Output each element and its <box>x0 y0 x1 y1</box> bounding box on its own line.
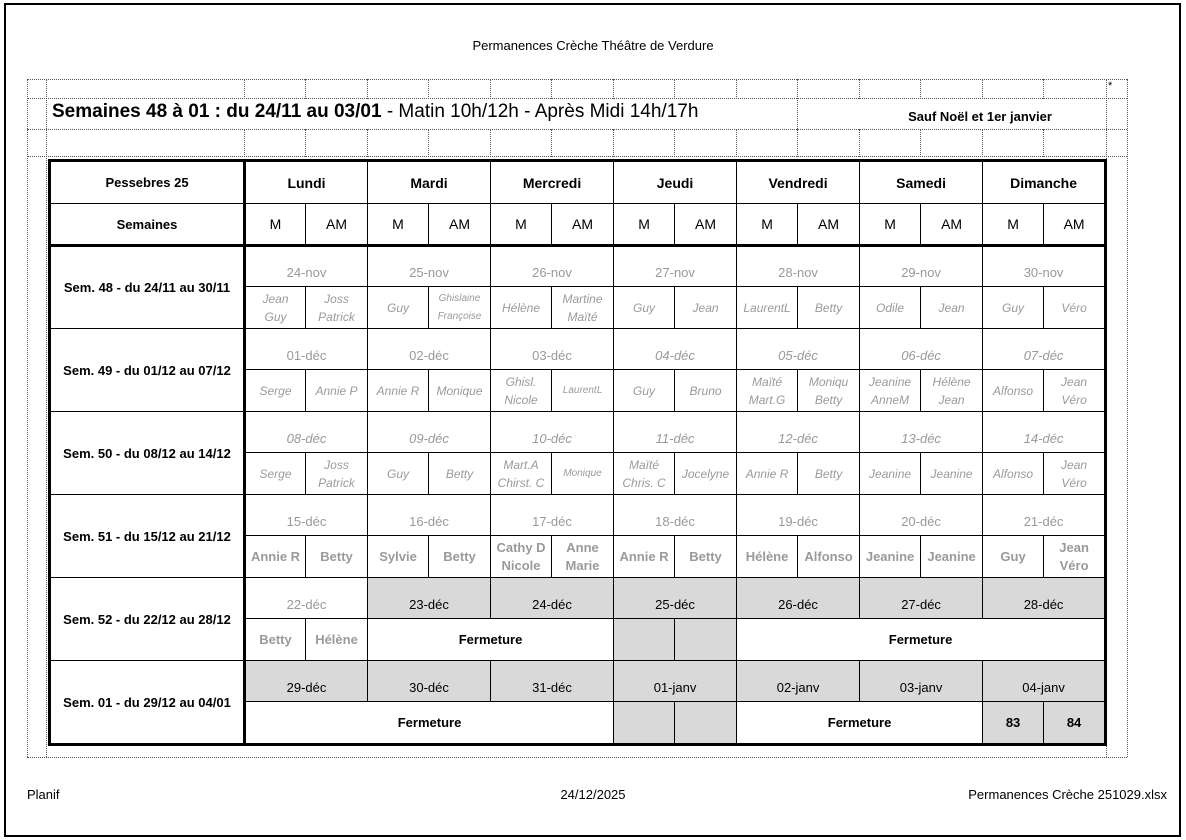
grid-line <box>1043 79 1044 99</box>
holiday-cell <box>614 702 675 745</box>
volunteer-cell: Joss Patrick <box>306 453 368 495</box>
day-header-dimanche: Dimanche <box>983 161 1106 204</box>
date-cell: 10-déc <box>491 412 614 453</box>
grid-line <box>27 79 28 757</box>
volunteer-cell: Monique <box>429 370 491 412</box>
closure-cell: Fermeture <box>368 619 614 661</box>
date-cell: 03-janv <box>860 661 983 702</box>
date-cell: 26-déc <box>737 578 860 619</box>
date-cell: 05-déc <box>737 329 860 370</box>
date-cell: 27-nov <box>614 246 737 287</box>
day-header-lundi: Lundi <box>245 161 368 204</box>
morning-header: M <box>614 204 675 246</box>
volunteer-cell: Ghislaine Françoise <box>429 287 491 329</box>
count-cell: 83 <box>983 702 1044 745</box>
date-cell: 23-déc <box>368 578 491 619</box>
volunteer-cell: Joss Patrick <box>306 287 368 329</box>
volunteer-cell: Annie R <box>245 536 306 578</box>
weeks-column-header: Semaines <box>50 204 245 246</box>
volunteer-cell: Guy <box>368 453 429 495</box>
volunteer-cell: Alfonso <box>983 370 1044 412</box>
day-header-mercredi: Mercredi <box>491 161 614 204</box>
grid-line <box>736 79 737 99</box>
grid-line <box>1127 79 1128 757</box>
volunteer-cell: Hélène <box>491 287 552 329</box>
date-cell: 30-nov <box>983 246 1106 287</box>
date-cell: 30-déc <box>368 661 491 702</box>
volunteer-cell: Guy <box>614 370 675 412</box>
volunteer-cell: Mart.A Chirst. C <box>491 453 552 495</box>
volunteer-cell: Jean Guy <box>245 287 306 329</box>
volunteer-cell: LaurentL <box>552 370 614 412</box>
week-label: Sem. 48 - du 24/11 au 30/11 <box>50 246 245 329</box>
volunteer-cell: Serge <box>245 370 306 412</box>
afternoon-header: AM <box>429 204 491 246</box>
volunteer-cell: Annie R <box>737 453 798 495</box>
morning-header: M <box>737 204 798 246</box>
date-cell: 24-déc <box>491 578 614 619</box>
date-cell: 29-nov <box>860 246 983 287</box>
volunteer-cell: Guy <box>368 287 429 329</box>
table-title: Pessebres 25 <box>50 161 245 204</box>
date-cell: 28-déc <box>983 578 1106 619</box>
volunteer-cell: Bruno <box>675 370 737 412</box>
volunteer-cell: Betty <box>429 453 491 495</box>
volunteer-cell: Anne Marie <box>552 536 614 578</box>
grid-line <box>674 129 675 157</box>
volunteer-cell: Jean <box>921 287 983 329</box>
volunteer-cell: Hélène <box>306 619 368 661</box>
volunteer-cell: Véro <box>1044 287 1106 329</box>
date-cell: 08-déc <box>245 412 368 453</box>
closure-cell: Fermeture <box>245 702 614 745</box>
grid-line <box>27 757 1127 758</box>
grid-line <box>674 79 675 99</box>
date-cell: 04-janv <box>983 661 1106 702</box>
morning-header: M <box>491 204 552 246</box>
volunteer-cell: Annie R <box>614 536 675 578</box>
grid-line <box>613 79 614 99</box>
volunteer-cell: Hélène <box>737 536 798 578</box>
volunteer-cell: Jeanine <box>921 536 983 578</box>
volunteer-cell: Alfonso <box>798 536 860 578</box>
date-cell: 25-déc <box>614 578 737 619</box>
date-cell: 13-déc <box>860 412 983 453</box>
volunteer-cell: Betty <box>429 536 491 578</box>
date-cell: 16-déc <box>368 495 491 536</box>
closure-cell: Fermeture <box>737 702 983 745</box>
grid-line <box>244 129 245 157</box>
volunteer-cell: Guy <box>983 536 1044 578</box>
grid-line <box>797 98 798 129</box>
afternoon-header: AM <box>798 204 860 246</box>
grid-line <box>797 129 798 157</box>
grid-line <box>551 79 552 99</box>
volunteer-cell: Betty <box>675 536 737 578</box>
volunteer-cell: Annie P <box>306 370 368 412</box>
grid-line <box>27 79 1127 80</box>
schedule-table <box>48 159 1107 746</box>
morning-header: M <box>983 204 1044 246</box>
grid-line <box>367 79 368 99</box>
week-label: Sem. 50 - du 08/12 au 14/12 <box>50 412 245 495</box>
grid-line <box>490 79 491 99</box>
grid-line <box>490 129 491 157</box>
grid-line <box>305 79 306 99</box>
volunteer-cell: Alfonso <box>983 453 1044 495</box>
grid-line <box>1043 129 1044 157</box>
volunteer-cell: Jean Véro <box>1044 370 1106 412</box>
day-header-samedi: Samedi <box>860 161 983 204</box>
schedule-heading <box>52 101 698 123</box>
grid-line <box>428 79 429 99</box>
grid-line <box>613 129 614 157</box>
grid-line <box>27 98 1127 99</box>
grid-line <box>736 129 737 157</box>
grid-line <box>920 129 921 157</box>
grid-line <box>982 129 983 157</box>
afternoon-header: AM <box>552 204 614 246</box>
volunteer-cell: Betty <box>798 453 860 495</box>
volunteer-cell: Martine Maïté <box>552 287 614 329</box>
day-header-mardi: Mardi <box>368 161 491 204</box>
date-cell: 07-déc <box>983 329 1106 370</box>
grid-line <box>27 156 1127 157</box>
volunteer-cell: Betty <box>245 619 306 661</box>
corner-mark: * <box>1108 80 1113 92</box>
heading-hours: - Matin 10h/12h - Après Midi 14h/17h <box>381 101 699 122</box>
volunteer-cell: Jean Véro <box>1044 536 1106 578</box>
grid-line <box>982 79 983 99</box>
grid-line <box>367 129 368 157</box>
morning-header: M <box>860 204 921 246</box>
date-cell: 12-déc <box>737 412 860 453</box>
grid-line <box>27 129 1127 130</box>
date-cell: 09-déc <box>368 412 491 453</box>
afternoon-header: AM <box>306 204 368 246</box>
volunteer-cell: Jocelyne <box>675 453 737 495</box>
volunteer-cell: Jeanine <box>860 453 921 495</box>
date-cell: 27-déc <box>860 578 983 619</box>
holiday-cell <box>675 702 737 745</box>
date-cell: 22-déc <box>245 578 368 619</box>
morning-header: M <box>368 204 429 246</box>
volunteer-cell: Maïté Mart.G <box>737 370 798 412</box>
date-cell: 17-déc <box>491 495 614 536</box>
date-cell: 19-déc <box>737 495 860 536</box>
volunteer-cell: Moniqu Betty <box>798 370 860 412</box>
date-cell: 25-nov <box>368 246 491 287</box>
volunteer-cell: Annie R <box>368 370 429 412</box>
volunteer-cell: Sylvie <box>368 536 429 578</box>
date-cell: 04-déc <box>614 329 737 370</box>
date-cell: 11-déc <box>614 412 737 453</box>
day-header-vendredi: Vendredi <box>737 161 860 204</box>
date-cell: 21-déc <box>983 495 1106 536</box>
morning-header: M <box>245 204 306 246</box>
volunteer-cell: Betty <box>306 536 368 578</box>
date-cell: 02-déc <box>368 329 491 370</box>
closure-cell: Fermeture <box>737 619 1106 661</box>
date-cell: 15-déc <box>245 495 368 536</box>
volunteer-cell: Monique <box>552 453 614 495</box>
volunteer-cell: Hélène Jean <box>921 370 983 412</box>
date-cell: 03-déc <box>491 329 614 370</box>
volunteer-cell: LaurentL <box>737 287 798 329</box>
date-cell: 18-déc <box>614 495 737 536</box>
volunteer-cell: Jeanine AnneM <box>860 370 921 412</box>
volunteer-cell: Ghisl. Nicole <box>491 370 552 412</box>
date-cell: 14-déc <box>983 412 1106 453</box>
day-header-jeudi: Jeudi <box>614 161 737 204</box>
date-cell: 01-janv <box>614 661 737 702</box>
footer-date: 24/12/2025 <box>560 787 626 802</box>
count-cell: 84 <box>1044 702 1106 745</box>
grid-line <box>920 79 921 99</box>
volunteer-cell: Odile <box>860 287 921 329</box>
afternoon-header: AM <box>675 204 737 246</box>
week-label: Sem. 52 - du 22/12 au 28/12 <box>50 578 245 661</box>
holiday-cell <box>614 619 675 661</box>
grid-line <box>551 129 552 157</box>
volunteer-cell: Maïté Chris. C <box>614 453 675 495</box>
volunteer-cell: Cathy D Nicole <box>491 536 552 578</box>
footer-filename: Permanences Crèche 251029.xlsx <box>968 787 1167 802</box>
grid-line <box>305 129 306 157</box>
date-cell: 28-nov <box>737 246 860 287</box>
volunteer-cell: Jeanine <box>860 536 921 578</box>
grid-line <box>244 79 245 99</box>
volunteer-cell: Jeanine <box>921 453 983 495</box>
week-label: Sem. 49 - du 01/12 au 07/12 <box>50 329 245 412</box>
volunteer-cell: Serge <box>245 453 306 495</box>
exception-note: Sauf Noël et 1er janvier <box>908 109 1052 124</box>
volunteer-cell: Betty <box>798 287 860 329</box>
grid-line <box>797 79 798 99</box>
date-cell: 20-déc <box>860 495 983 536</box>
volunteer-cell: Guy <box>614 287 675 329</box>
date-cell: 02-janv <box>737 661 860 702</box>
date-cell: 26-nov <box>491 246 614 287</box>
volunteer-cell: Jean Véro <box>1044 453 1106 495</box>
volunteer-cell: Guy <box>983 287 1044 329</box>
date-cell: 29-déc <box>245 661 368 702</box>
grid-line <box>859 79 860 99</box>
afternoon-header: AM <box>921 204 983 246</box>
afternoon-header: AM <box>1044 204 1106 246</box>
date-cell: 06-déc <box>860 329 983 370</box>
holiday-cell <box>675 619 737 661</box>
grid-line <box>859 129 860 157</box>
date-cell: 31-déc <box>491 661 614 702</box>
page-title: Permanences Crèche Théâtre de Verdure <box>472 38 714 53</box>
date-cell: 01-déc <box>245 329 368 370</box>
week-label: Sem. 51 - du 15/12 au 21/12 <box>50 495 245 578</box>
heading-period: Semaines 48 à 01 : du 24/11 au 03/01 <box>52 101 382 122</box>
date-cell: 24-nov <box>245 246 368 287</box>
grid-line <box>46 79 47 757</box>
volunteer-cell: Jean <box>675 287 737 329</box>
footer-sheet-name: Planif <box>27 787 60 802</box>
week-label: Sem. 01 - du 29/12 au 04/01 <box>50 661 245 745</box>
grid-line <box>428 129 429 157</box>
